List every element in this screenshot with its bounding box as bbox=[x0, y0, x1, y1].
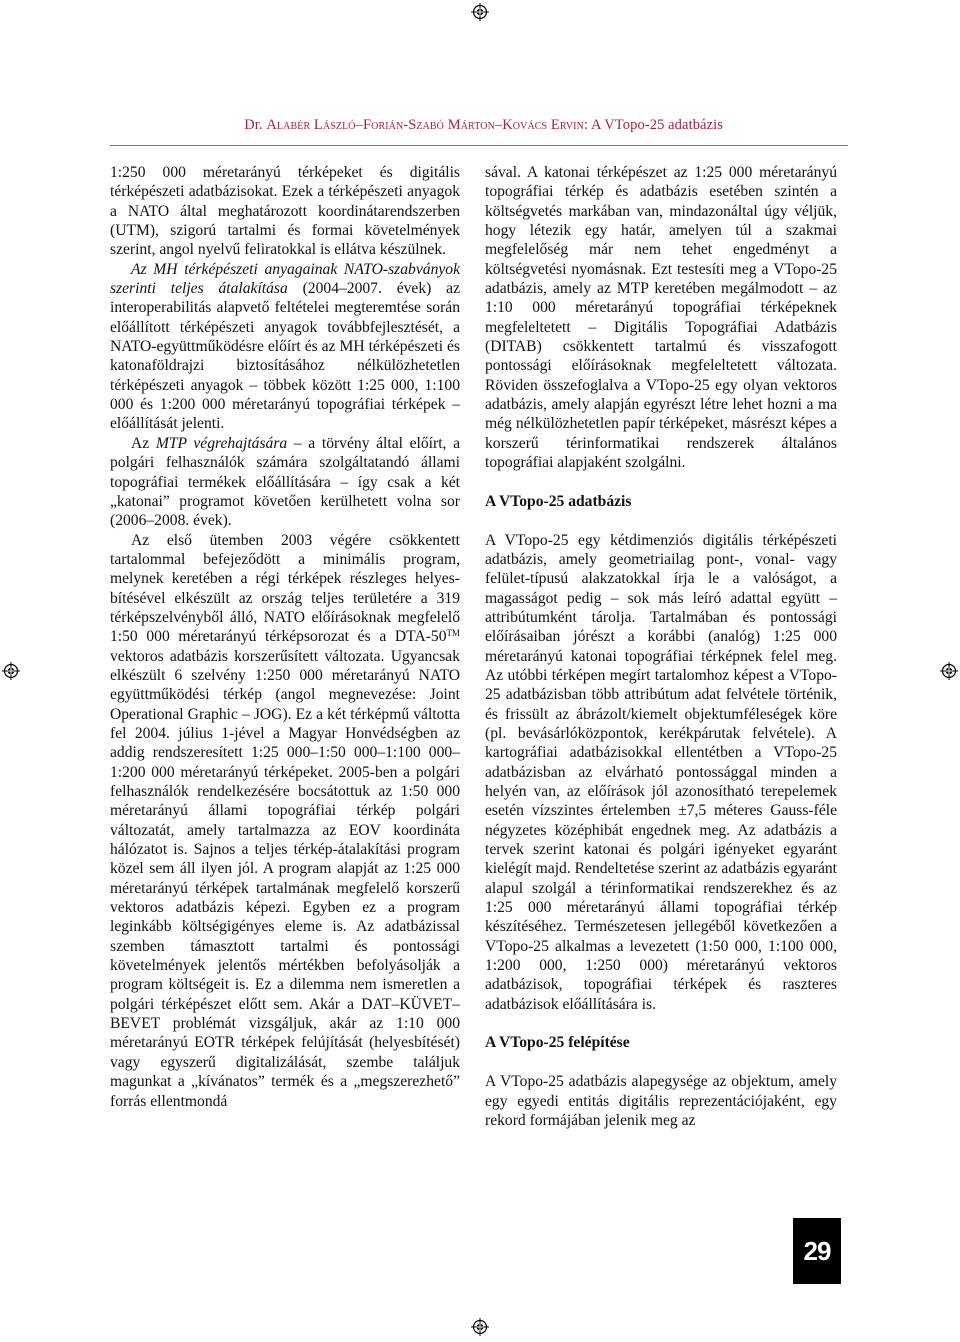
header-prefix: Dr. bbox=[244, 117, 267, 133]
paragraph: A VTopo-25 egy kétdimenziós digitális térképészeti adatbázis, amely geometriailag pont-, vonal- vagy felület-típusú alakzatokkal írja le a valóságot, a magasságot pedig – sok más leíró adattal együtt – attribútumként tárolja. Tartalmában és pontossági előírásaiban jórészt a korábbi (analóg) 1:25 000 méretarányú katonai topográfiai térképnek felel meg. Az utóbbi térképen megírt tartalomhoz képest a VTopo-25 adatbázisban több attribútum adat felvétele történik, és frissült az ábrázolt/kiemelt objektumféleségek köre (pl. bevásárlóközpontok, kerékpárutak felvétele). A kartográfiai adatbázisokkal ellentétben a VTopo-25 adatbázisban az elvárható pontossággal minden a helyén van, az előírások jól azonosítható terepelemek esetén vízszintes értelemben ±7,5 méteres Gauss-féle négyzetes középhibát engednek meg. Az adatbázis a tervek szerint katonai és polgári igényeket egyaránt kielégít majd. Rendeltetése szerint az adatbázis egyaránt alapul szolgál a térinformatikai rendszerekhez és az 1:25 000 méretarányú állami topográfiai térkép készítéséhez. Természetesen jellegéből következően a VTopo-25 alkalmas a levezetett (1:50 000, 1:100 000, 1:200 000, 1:250 000) méretarányú vektoros adatbázisok, topográfiai térképek és raszteres adatbázisok előállítására is. bbox=[485, 531, 838, 1013]
page-number: 29 bbox=[793, 1218, 841, 1284]
paragraph-text: vektoros adatbázis korszerűsített változata. Ugyancsak elkészült 6 szelvény 1:250 000 méretarányú NATO együttműködési térkép (angol megnevezése: Joint Operational Graphic – JOG). Ez a két térképmű váltotta fel 2004. július 1-jével a Magyar Honvédségben az addig rendszeresített 1:25 000–1:50 000–1:100 000–1:200 000 méretarányú térképeket. 2005-ben a polgári felhasználók rendelkezésére bocsátottuk az 1:50 000 méretarányú állami topográfiai térkép polgári változatát, amely tartalmazza az EOV koordináta hálózatot is. Sajnos a teljes térkép-átalakítási program közel sem áll ilyen jól. A program alapját az 1:25 000 méretarányú térképek tartalmának megfelelő korszerű vektoros adatbázis képezi. Egyben ez a program leginkább költségigényes eleme is. Az adatbázissal szemben támasztott tartalmi és pontossági követelmények jelentős mértékben befolyásolják a program költségeit is. Ez a dilemma nem ismeretlen a polgári térképészet előtt sem. Akár a DAT–KÜVET–BEVET problémát vizsgáljuk, akár az 1:10 000 méretarányú EOTR térképek felújítását (helyesbítését) vagy egyszerű digitalizálását, szembe találjuk magunkat a „kívánatos” termék és a „megszerezhető” forrás ellentmondá bbox=[110, 647, 460, 1110]
section-heading: A VTopo-25 adatbázis bbox=[485, 492, 632, 510]
paragraph-text: Az bbox=[131, 434, 156, 452]
paragraph: sával. A katonai térképészet az 1:25 000 méretarányú topográfiai térkép és adatbázis esetében szintén a költségvetés markában van, mindazonáltal úgy véljük, hogy létezik egy határ, amelyen túl a szakmai megfelelőség már nem tehet engedményt a költségvetési nyomásnak. Ezt testesíti meg a VTopo-25 adatbázis, amely az MTP keretében megálmodott – az 1:10 000 méretarányú topográfiai térképeknek megfeleltetett – Digitális Topográfiai Adatbázis (DITAB) csökkentett tartalmú és visszafogott pontossági előírásoknak megfeleltetett változata. Röviden összefoglalva a VTopo-25 egy olyan vektoros adatbázis, amely alapján egyrészt létre lehet hozni a ma még nélkülözhetetlen papír térképeket, másrészt képes a korszerű térinformatikai rendszerek általános topográfiai alapjaként szolgálni. bbox=[485, 164, 837, 472]
registration-mark-icon bbox=[471, 3, 489, 21]
left-column bbox=[110, 163, 460, 1111]
registration-mark-icon bbox=[2, 662, 20, 680]
trademark-superscript: TM bbox=[446, 628, 460, 639]
section-heading: A VTopo-25 felépítése bbox=[485, 1034, 630, 1052]
paragraph bbox=[110, 260, 460, 434]
paragraph: 1:250 000 méretarányú térképeket és digitális térképészeti adatbázisokat. Ezek a térképészeti anyagok a NATO által meghatározott koordinátarendszerben (UTM), szigorú tartalmi és formai követelmények szerint, angol nyelvű feliratokkal is ellátva készülnek. bbox=[110, 164, 460, 259]
paragraph-text: (2004–2007. évek) az interoperabilitás alapvető feltételei megteremtése során előállított térképészeti anyagok továbbfejlesztését, a NATO-együttműködésre előírt és az MH térképészeti és katonaföldrajzi biztosításához nélkülözhetetlen térképészeti anyagok – többek között 1:25 000, 1:100 000 és 1:200 000 méretarányú topográfiai térképek – előállítását jelenti. bbox=[110, 280, 460, 433]
right-column bbox=[485, 163, 837, 1130]
paragraph: A VTopo-25 adatbázis alapegysége az objektum, amely egy egyedi entitás digitális reprezentációjaként, egy rekord formájában jelenik meg az bbox=[485, 1073, 837, 1129]
paragraph-text: Az első ütemben 2003 végére csökkentett tartalommal befejeződött a minimális program, melynek keretében a régi térképek részleges helyesbítésével elkészült az ország teljes területére a 319 térképszelvényből álló, NATO előírásoknak megfelelő 1:50 000 méretarányú térképsorozat és a DTA-50 bbox=[110, 531, 460, 646]
emphasis: Az MH térképészeti anyagainak NATO-szabványok szerinti teljes átalakítása bbox=[110, 260, 460, 298]
paragraph bbox=[110, 434, 460, 531]
header-rule bbox=[110, 145, 848, 146]
registration-mark-icon bbox=[940, 662, 958, 680]
running-header bbox=[123, 117, 723, 134]
header-title: : A VTopo-25 adatbázis bbox=[583, 117, 723, 133]
header-authors: Alabér László–Forián-Szabó Márton–Kovács Ervin bbox=[266, 117, 584, 133]
paragraph-text: – a törvény által előírt, a polgári felhasználók számára szolgáltatandó állami topográfiai termékek előállítására – így csak a két „katonai” programot követően kerülhetett volna sor (2006–2008. évek). bbox=[110, 434, 460, 530]
emphasis: MTP végrehajtására bbox=[155, 434, 288, 452]
paragraph bbox=[110, 531, 460, 1111]
registration-mark-icon bbox=[471, 1318, 489, 1336]
